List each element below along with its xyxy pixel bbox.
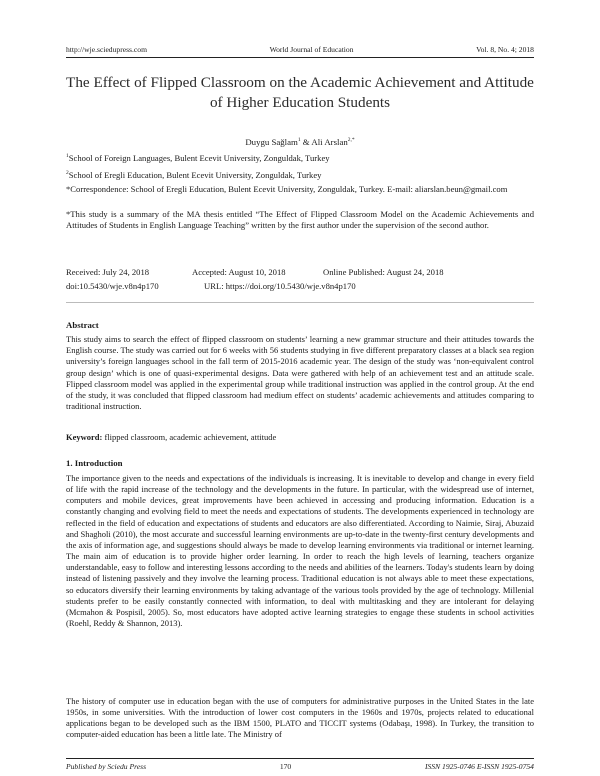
published-date: Online Published: August 24, 2018 (323, 267, 444, 277)
abstract-heading: Abstract (66, 320, 99, 330)
section-divider (66, 302, 534, 303)
affiliation-2 (66, 168, 534, 181)
keywords (66, 432, 534, 443)
publisher: Published by Sciedu Press (66, 762, 147, 771)
paper-title: The Effect of Flipped Classroom on the Academic Achievement and Attitude of Higher Education Students (66, 74, 534, 111)
received-date: Received: July 24, 2018 (66, 267, 150, 277)
introduction-heading: 1. Introduction (66, 458, 123, 468)
affiliation-text: School of Eregli Education, Bulent Ecevit University, Zonguldak, Turkey (68, 169, 322, 180)
page-number: 170 (279, 762, 292, 771)
header-rule (66, 57, 534, 58)
keywords-label: Keyword: (66, 432, 103, 442)
keywords-text: flipped classroom, academic achievement, attitude (102, 432, 277, 442)
author-line (66, 135, 534, 148)
thesis-note: *This study is a summary of the MA thesis entitled “The Effect of Flipped Classroom Model on the Academic Achievements and Attitudes of Students in English Language Teaching” written by the first author under the supervision of the second author. (66, 209, 534, 231)
introduction-paragraph-2: The history of computer use in education began with the use of computers for administrative purposes in the United States in the late 1950s, in some universities. With the introduction of lower cost computers in the 1960s and 1970s, projects related to educational applications began to be developed such as the IBM 1500, PLATO and TICCIT systems (Odabaşı, 1998). In Turkey, the transition to computer-aided education has been a little late. The Ministry of (66, 696, 534, 740)
journal-url[interactable]: http://wje.sciedupress.com (66, 45, 147, 54)
journal-name: World Journal of Education (269, 45, 354, 54)
introduction-paragraph-1: The importance given to the needs and expectations of the individuals is increasing. It is inevitable to develop and change in every field of life with the rapid increase of the technology and the developments in the future. In particular, with the widespread use of internet, computers and mobile devices, great improvements have been achieved in accessing and producing information. Education is a constantly changing and evolving field to meet the needs and expectations of students. The developments experienced in technology are reflected in the field of education and expectations of students and educators are also differentiated. According to Naimie, Siraj, Abuzaid and Shagholi (2010), the most accurate and successful learning environments are up-to-date in the twenty-first century developments and the axis of information age, and suggestions should always be made to develop learning environments via traditional or internet learning. The main aim of education is to provide higher order learning. In order to reach the high levels of learning, teachers organize understandable, easy to follow and interesting lessons according to the needs and abilities of the learners. Today's students learn by doing instead of listening passively and they involve the learning process. Traditional education is not always able to meet these expectations, so educators diversify their learning environments by taking advantage of the various tools provided by the age of technology. Millenial students prefer to be easily constantly connected with information, to deal with multitasking and they are intolerant for delaying (Mcmahon & Pospisil, 2005). So, most educators have adopted active learning strategies to engage these students in school activities (Roehl, Reddy & Shannon, 2013). (66, 473, 534, 629)
author-2: Ali Arslan (311, 136, 348, 147)
running-footer (66, 762, 534, 772)
accepted-date: Accepted: August 10, 2018 (192, 267, 286, 277)
affiliation-1 (66, 151, 534, 164)
author-separator: & (300, 136, 312, 147)
correspondence: *Correspondence: School of Eregli Education, Bulent Ecevit University, Zonguldak, Turkey. E-mail: aliarslan.beun@gmail.com (66, 184, 508, 194)
author-1: Duygu Sağlam (245, 136, 298, 147)
affiliation-mark: 2 (66, 170, 69, 176)
footer-rule (66, 758, 534, 759)
affiliation-text: School of Foreign Languages, Bulent Ecevit University, Zonguldak, Turkey (68, 152, 330, 163)
issn: ISSN 1925-0746 E-ISSN 1925-0754 (424, 762, 534, 771)
author-2-affiliation-mark: 2,* (347, 137, 355, 143)
doi: doi:10.5430/wje.v8n4p170 (66, 281, 159, 291)
doi-url[interactable]: URL: https://doi.org/10.5430/wje.v8n4p170 (204, 281, 356, 291)
volume-info: Vol. 8, No. 4; 2018 (476, 45, 534, 54)
abstract-text: This study aims to search the effect of flipped classroom on students’ learning a new grammar structure and their attitudes towards the English course. The study was carried out for 6 weeks with 56 students studying in five different preparatory classes at a black sea region university’s foreign languages school in the fall term of 2015-2016 academic year. The design of the study was ‘non-equivalent control group design’ which is one of quasi-experimental designs. Data were gathered with help of an achievement test and an attitude scale. Flipped classroom model was applied in the experimental group while traditional instruction was applied in the control group. At the end of the study, it was concluded that flipped classroom had medium effect on students’ academic achievements and attitudes comparing to traditional instruction. (66, 334, 534, 412)
author-1-affiliation-mark: 1 (297, 137, 301, 143)
publication-dates (66, 267, 534, 278)
running-header (66, 45, 534, 55)
affiliation-mark: 1 (66, 153, 69, 159)
doi-line (66, 281, 534, 292)
